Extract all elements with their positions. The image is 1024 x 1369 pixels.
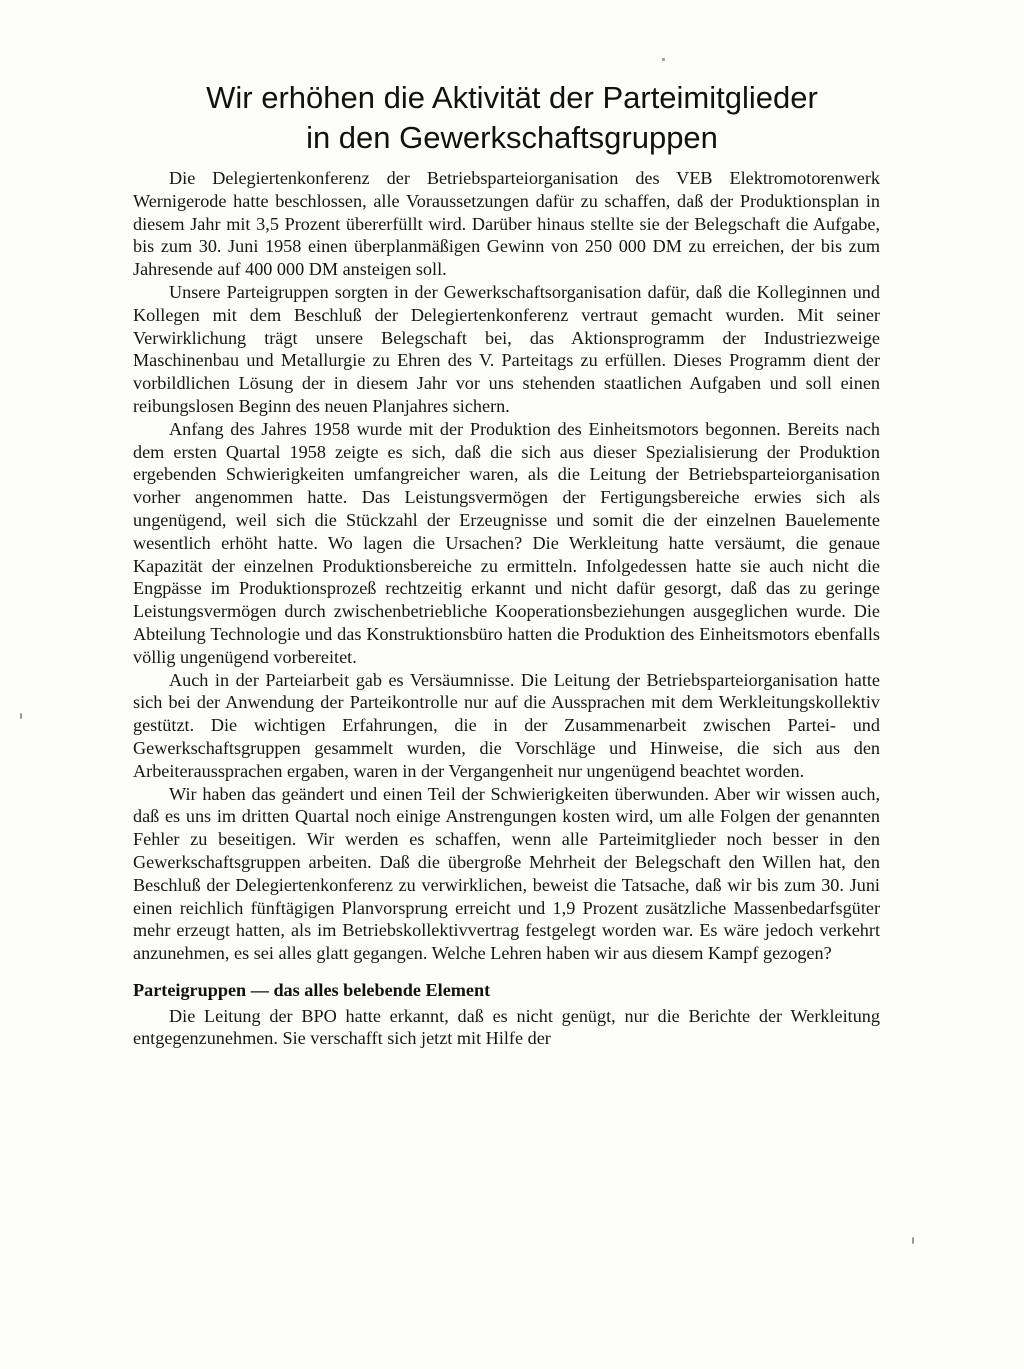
article-title [132, 78, 892, 158]
article-title-line-2: in den Gewerkschaftsgruppen [306, 120, 718, 155]
paragraph: Anfang des Jahres 1958 wurde mit der Produktion des Einheitsmotors begonnen. Bereits nach dem ersten Quartal 1958 zeigte es sich, daß die sich aus dieser Spezialisierung der Produktion ergebenden Schwierigkeiten umfangreicher waren, als die Leitung der Betriebsparteiorganisation vorher angenommen hatte. Das Leistungsvermögen der Fertigungsbereiche erwies sich als ungenügend, weil sich die Stückzahl der Erzeugnisse und somit die der einzelnen Bauelemente wesentlich erhöht hatte. Wo lagen die Ursachen? Die Werkleitung hatte versäumt, die genaue Kapazität der einzelnen Produktionsbereiche zu ermitteln. Infolgedessen hatte sie auch nicht die Engpässe im Produktionsprozeß rechtzeitig erkannt und nicht dafür gesorgt, daß das zu geringe Leistungsvermögen durch zwischenbetriebliche Kooperationsbeziehungen ausgeglichen wurde. Die Abteilung Technologie und das Konstruktionsbüro hatten die Produktion des Einheitsmotors ebenfalls völlig ungenügend vorbereitet. [133, 418, 880, 667]
paragraph: Die Leitung der BPO hatte erkannt, daß es nicht genügt, nur die Berichte der Werkleitung entgegenzunehmen. Sie verschafft sich jetzt mit Hilfe der [133, 1005, 880, 1049]
article-body [133, 167, 880, 1050]
paragraph: Unsere Parteigruppen sorgten in der Gewerkschaftsorganisation dafür, daß die Kolleginnen und Kollegen mit dem Beschluß der Delegiertenkonferenz vertraut gemacht wurden. Mit seiner Verwirklichung trägt unsere Belegschaft bei, das Aktionsprogramm der Industriezweige Maschinenbau und Metallurgie zu Ehren des V. Parteitags zu erfüllen. Dieses Programm dient der vorbildlichen Lösung der in diesem Jahr vor uns stehenden staatlichen Aufgaben und soll einen reibungslosen Beginn des neuen Planjahres sichern. [133, 281, 880, 416]
print-speck [662, 58, 665, 61]
section-heading: Parteigruppen — das alles belebende Element [133, 979, 491, 1000]
paragraph: Auch in der Parteiarbeit gab es Versäumnisse. Die Leitung der Betriebsparteiorganisation hatte sich bei der Anwendung der Parteikontrolle nur auf die Aussprachen mit dem Werkleitungskollektiv gestützt. Die wichtigen Erfahrungen, die in der Zusammenarbeit zwischen Partei- und Gewerkschaftsgruppen gesammelt wurden, die Vorschläge und Hinweise, die sich aus den Arbeiteraussprachen ergaben, waren in der Vergangenheit nur ungenügend beachtet worden. [133, 669, 880, 781]
article-title-line-1: Wir erhöhen die Aktivität der Parteimitglieder [206, 80, 818, 115]
paragraph: Die Delegiertenkonferenz der Betriebsparteiorganisation des VEB Elektromotorenwerk Wernigerode hatte beschlossen, alle Voraussetzungen dafür zu schaffen, daß der Produktionsplan in diesem Jahr mit 3,5 Prozent übererfüllt wird. Darüber hinaus stellte sie der Belegschaft die Aufgabe, bis zum 30. Juni 1958 einen überplanmäßigen Gewinn von 250 000 DM zu erreichen, der bis zum Jahresende auf 400 000 DM ansteigen soll. [133, 168, 880, 280]
print-speck [912, 1237, 914, 1244]
paragraph: Wir haben das geändert und einen Teil der Schwierigkeiten überwunden. Aber wir wissen auch, daß es uns im dritten Quartal noch einige Anstrengungen kosten wird, um alle Folgen der genannten Fehler zu beseitigen. Wir werden es schaffen, wenn alle Parteimitglieder noch besser in den Gewerkschaftsgruppen arbeiten. Daß die übergroße Mehrheit der Belegschaft den Willen hat, den Beschluß der Delegiertenkonferenz zu verwirklichen, beweist die Tatsache, daß wir bis zum 30. Juni einen reichlich fünftägigen Planvorsprung erreicht und 1,9 Prozent zusätzliche Massenbedarfsgüter mehr erzeugt hatten, als im Betriebskollektivvertrag festgelegt worden war. Es wäre jedoch verkehrt anzunehmen, es sei alles glatt gegangen. Welche Lehren haben wir aus diesem Kampf gezogen? [133, 783, 880, 964]
print-speck [20, 713, 22, 719]
